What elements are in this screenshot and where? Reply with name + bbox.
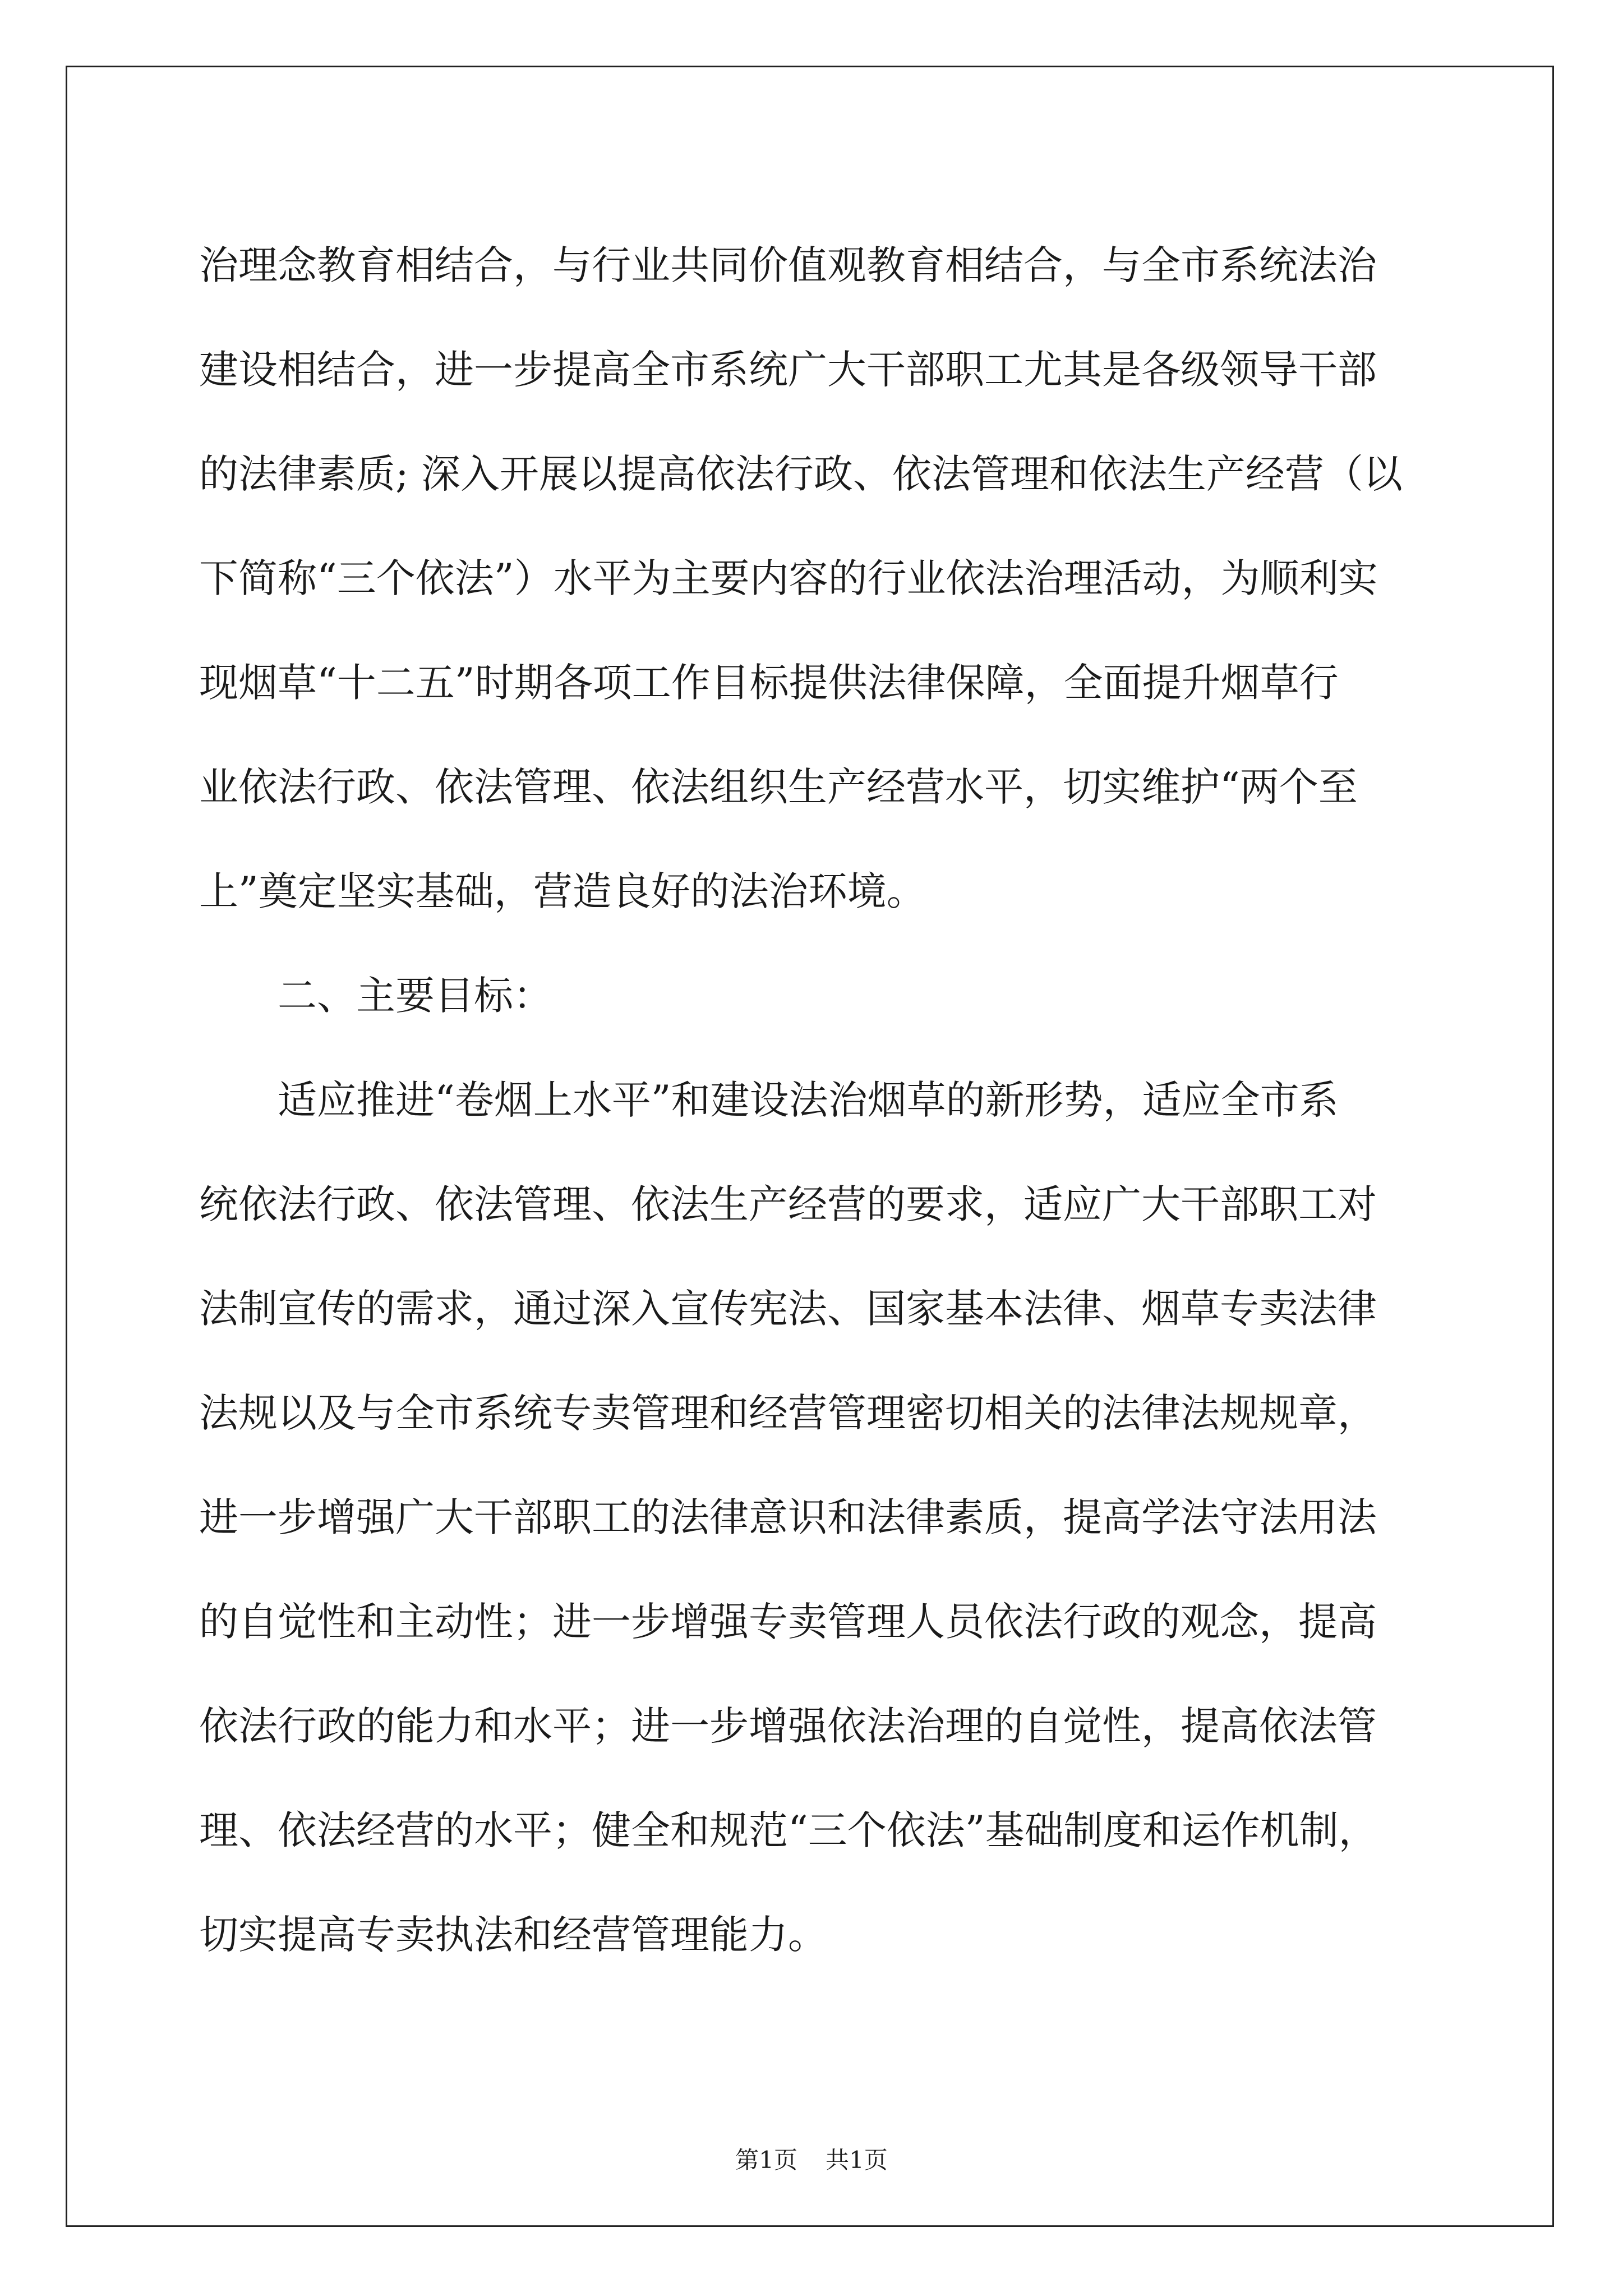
text-line: 法制宣传的需求，通过深入宣传宪法、国家基本法律、烟草专卖法律	[199, 1286, 1377, 1332]
text-line: 治理念教育相结合，与行业共同价值观教育相结合，与全市系统法治	[199, 242, 1377, 288]
text-line: 上”奠定坚实基础，营造良好的法治环境。	[199, 868, 926, 914]
page-number: 第1页	[735, 2146, 797, 2174]
page-footer	[0, 2142, 1623, 2175]
document-body	[199, 213, 1433, 1987]
text-line: 适应推进“卷烟上水平”和建设法治烟草的新形势，适应全市系	[278, 1077, 1339, 1123]
text-line: 理、依法经营的水平；健全和规范“三个依法”基础制度和运作机制，	[199, 1807, 1378, 1853]
text-line: 切实提高专卖执法和经营管理能力。	[199, 1912, 827, 1958]
text-line: 进一步增强广大干部职工的法律意识和法律素质，提高学法守法用法	[199, 1494, 1377, 1540]
section-heading: 二、主要目标：	[278, 973, 552, 1019]
text-line: 建设相结合，进一步提高全市系统广大干部职工尤其是各级领导干部	[199, 347, 1377, 393]
text-line: 下简称“三个依法”）水平为主要内容的行业依法治理活动，为顺利实	[199, 555, 1378, 601]
text-line: 现烟草“十二五”时期各项工作目标提供法律保障，全面提升烟草行	[199, 660, 1339, 706]
text-line: 法规以及与全市系统专卖管理和经营管理密切相关的法律法规规章，	[199, 1390, 1377, 1436]
text-line: 依法行政的能力和水平；进一步增强依法治理的自觉性，提高依法管	[199, 1703, 1377, 1749]
text-line: 统依法行政、依法管理、依法生产经营的要求，适应广大干部职工对	[199, 1181, 1377, 1227]
text-line: 的法律素质; 深入开展以提高依法行政、依法管理和依法生产经营（以	[199, 451, 1403, 497]
text-line: 业依法行政、依法管理、依法组织生产经营水平，切实维护“两个至	[199, 764, 1358, 810]
page-total: 共1页	[826, 2146, 888, 2174]
text-line: 的自觉性和主动性；进一步增强专卖管理人员依法行政的观念，提高	[199, 1599, 1377, 1645]
